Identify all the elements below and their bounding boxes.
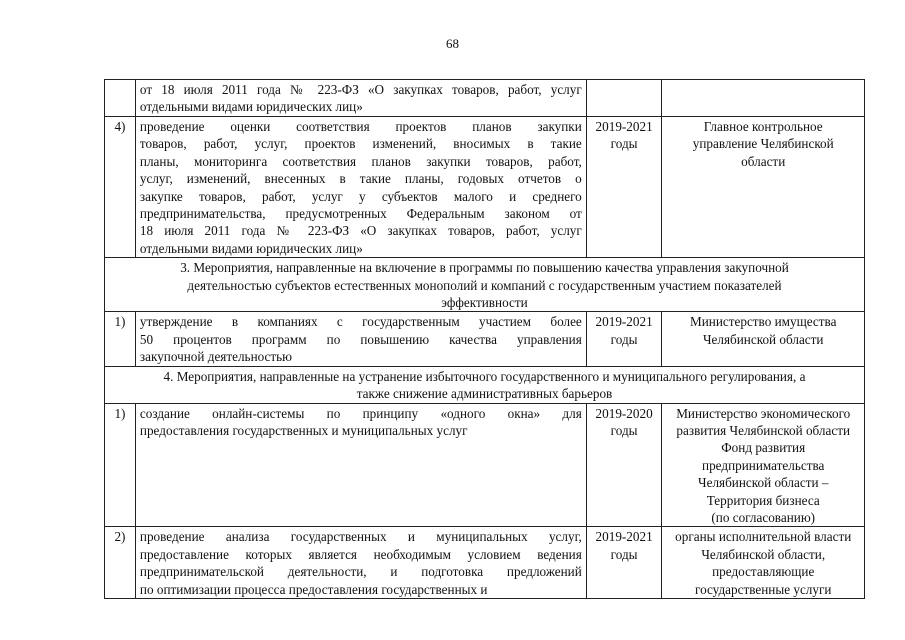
table-row — [105, 403, 865, 527]
responsible-executor — [662, 80, 865, 117]
description-line: закупке товаров, работ, услуг у субъектов малого и среднего — [139, 188, 582, 204]
measure-description — [135, 80, 586, 117]
responsible-executor — [662, 527, 865, 599]
description-line: отдельными видами юридических лиц» — [139, 99, 363, 115]
measure-description — [135, 403, 586, 527]
table-body — [105, 80, 865, 599]
table-row — [105, 527, 865, 599]
executor-line: предоставляющие — [712, 564, 815, 580]
description-line: услуг, изменений, внесенных в такие планы, годовых отчетов о — [139, 171, 582, 187]
executor-line: Главное контрольное — [703, 119, 823, 134]
description-line: предпринимательской деятельности, и подготовка предложений — [139, 564, 582, 580]
description-line: предоставление которых является необходимым условием ведения — [139, 546, 582, 562]
description-line: проведение анализа государственных и муниципальных услуг, — [139, 529, 582, 545]
executor-line: Челябинской области, — [701, 546, 826, 562]
executor-line: Министерство экономического — [676, 405, 851, 421]
period-line: годы — [610, 136, 638, 152]
executor-line: Министерство имущества — [689, 314, 837, 330]
item-number: 1) — [105, 403, 136, 527]
responsible-executor — [662, 117, 865, 258]
table-row — [105, 80, 865, 117]
executor-line: органы исполнительной власти — [675, 529, 852, 545]
description-line: товаров, работ, услуг, проектов изменений, вносимых в такие — [139, 136, 582, 152]
measure-description — [135, 312, 586, 366]
executor-line: Фонд развития — [721, 440, 806, 456]
measure-description — [135, 527, 586, 599]
page-number: 68 — [446, 36, 459, 51]
description-line: планы, мониторинга соответствия планов закупки товаров, работ, — [139, 153, 582, 169]
description-line: утверждение в компаниях с государственным участием более — [139, 314, 582, 330]
executor-line: развития Челябинской области — [676, 422, 851, 438]
description-line: проведение оценки соответствия проектов планов закупки — [139, 119, 582, 134]
period-line: годы — [610, 546, 638, 562]
table-row — [105, 312, 865, 366]
table-row — [105, 117, 865, 258]
description-line: закупочной деятельностью — [139, 349, 293, 365]
implementation-period — [586, 403, 662, 527]
executor-line: (по согласованию) — [711, 509, 816, 525]
measure-description — [135, 117, 586, 258]
description-line: по оптимизации процесса предоставления государственных и — [139, 581, 488, 597]
responsible-executor — [662, 312, 865, 366]
executor-line: Территория бизнеса — [706, 492, 820, 508]
section-heading-line: деятельностью субъектов естественных монополий и компаний с государственным участием показателей — [187, 277, 782, 293]
period-line: 2019-2020 — [595, 405, 653, 421]
description-line: предоставления государственных и муниципальных услуг — [139, 422, 468, 438]
description-line: создание онлайн-системы по принципу «одного окна» для — [139, 405, 582, 421]
executor-line: области — [741, 153, 786, 169]
executor-line: Челябинской области — [702, 331, 824, 347]
description-line: 18 июля 2011 года № 223-ФЗ «О закупках товаров, работ, услуг — [139, 223, 582, 239]
period-line: годы — [610, 422, 638, 438]
period-line: 2019-2021 — [595, 529, 653, 545]
executor-line: государственные услуги — [695, 581, 832, 597]
section-heading — [105, 366, 865, 403]
executor-line: Челябинской области – — [698, 475, 829, 491]
section-heading-line: 3. Мероприятия, направленные на включение в программы по повышению качества управления закупочной — [180, 260, 789, 276]
description-line: предпринимательства, предусмотренных Федеральным законом от — [139, 206, 582, 222]
section-heading — [105, 258, 865, 312]
item-number — [105, 80, 136, 117]
section-heading-line: эффективности — [441, 295, 528, 311]
measures-table — [104, 79, 865, 599]
item-number: 1) — [105, 312, 136, 366]
description-line: отдельными видами юридических лиц» — [139, 240, 363, 256]
implementation-period — [586, 117, 662, 258]
implementation-period — [586, 527, 662, 599]
period-line: 2019-2021 — [595, 314, 653, 330]
item-number: 2) — [105, 527, 136, 599]
description-line: от 18 июля 2011 года № 223-ФЗ «О закупках товаров, работ, услуг — [139, 82, 582, 97]
period-line: годы — [610, 331, 638, 347]
section-header-row — [105, 258, 865, 312]
implementation-period — [586, 80, 662, 117]
executor-line: управление Челябинской — [692, 136, 834, 152]
description-line: 50 процентов программ по повышению качества управления — [139, 331, 582, 347]
section-header-row — [105, 366, 865, 403]
period-line: 2019-2021 — [595, 119, 653, 134]
item-number: 4) — [105, 117, 136, 258]
section-heading-line: также снижение административных барьеров — [356, 386, 613, 402]
responsible-executor — [662, 403, 865, 527]
section-heading-line: 4. Мероприятия, направленные на устранение избыточного государственного и муниципального регулирования, а — [163, 368, 806, 384]
executor-line: предпринимательства — [702, 457, 825, 473]
implementation-period — [586, 312, 662, 366]
